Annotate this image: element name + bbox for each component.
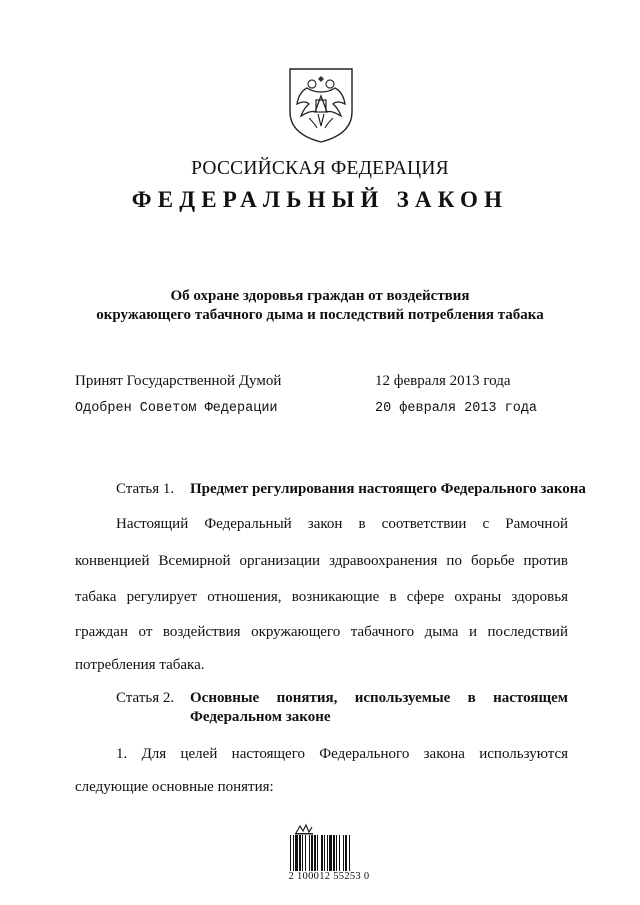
law-type-heading: ФЕДЕРАЛЬНЫЙ ЗАКОН [131,187,509,212]
article-1-line-3: табака регулирует отношения, возникающие в сфере охраны здоровья [75,589,568,605]
article-2-item-1-line-2: следующие основные понятия: [75,779,274,795]
duma-adoption-label: Принят Государственной Думой [75,373,282,389]
article-2-title-line-2: Федеральном законе [190,709,331,725]
law-title [60,287,580,325]
council-approval-date: 20 февраля 2013 года [375,401,538,416]
barcode-bars [290,835,370,871]
article-2-label: Статья 2. [116,690,175,706]
document-barcode [280,823,378,883]
barcode-mark-icon [294,823,314,835]
council-approval-label: Одобрен Советом Федерации [75,401,278,416]
article-2-title-line-1: Основные понятия, используемые в настоящем [190,690,568,706]
law-title-line-2: окружающего табачного дыма и последствий потребления табака [96,307,544,323]
coat-of-arms-emblem [287,66,355,144]
article-1-line-4: граждан от воздействия окружающего табачного дыма и последствий [75,624,568,640]
article-2-item-1-line-1: 1. Для целей настоящего Федерального закона используются [116,746,568,762]
duma-adoption-date: 12 февраля 2013 года [375,373,511,389]
barcode-number: 2 100012 55253 0 [288,871,370,882]
country-heading: РОССИЙСКАЯ ФЕДЕРАЦИЯ [191,158,449,179]
law-title-line-1: Об охране здоровья граждан от воздействия [170,288,470,304]
article-1-line-5: потребления табака. [75,657,205,673]
article-1-line-1: Настоящий Федеральный закон в соответствии с Рамочной [116,516,568,532]
article-1-label: Статья 1. [116,481,175,497]
article-1-line-2: конвенцией Всемирной организации здравоохранения по борьбе против [75,553,568,569]
article-1-title: Предмет регулирования настоящего Федерального закона [190,481,586,497]
